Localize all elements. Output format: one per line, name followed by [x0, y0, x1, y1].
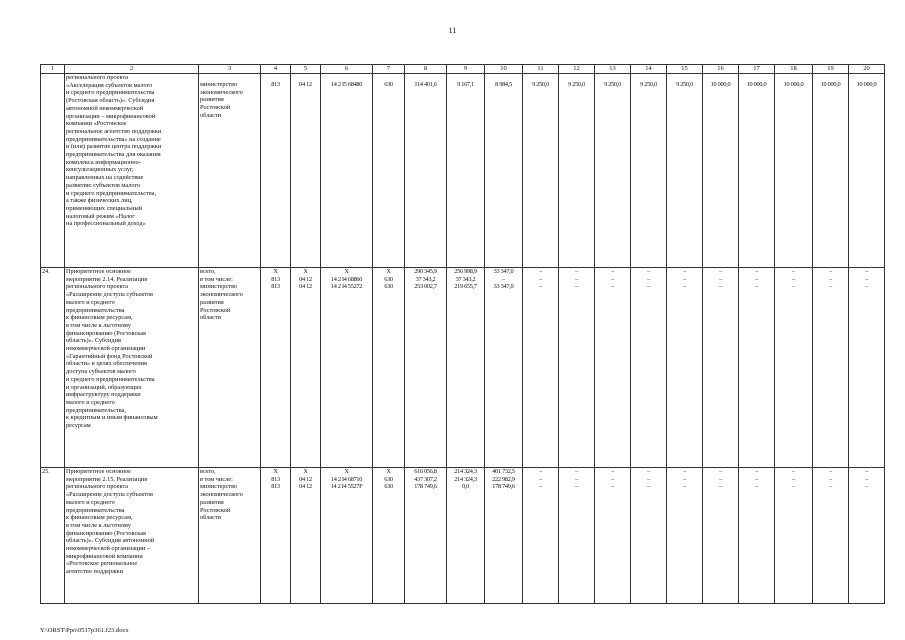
cell-line: 214 324,3 [454, 468, 477, 475]
cell-c13: 9 250,0 [595, 74, 631, 268]
cell-executor [199, 268, 261, 468]
cell-line: X [386, 468, 391, 475]
text-line: развития [200, 298, 224, 306]
cell-c18: 10 000,0 [775, 74, 813, 268]
cell-line: 37 343,2 [415, 275, 436, 283]
cell-line: – [539, 483, 542, 491]
cell-line: 04 12 [299, 283, 312, 291]
text-line: и организаций, образующих [66, 383, 142, 391]
cell-line: – [865, 468, 868, 475]
header-col-12: 12 [559, 65, 595, 74]
cell-line: – [755, 475, 758, 483]
cell-line: – [611, 483, 614, 491]
header-col-13: 13 [595, 65, 631, 74]
cell-line: – [647, 475, 650, 483]
header-col-6: 6 [321, 65, 373, 74]
cell-c4 [261, 468, 291, 604]
text-line: развитию субъектов малого [66, 181, 141, 189]
cell-c8 [405, 268, 447, 468]
cell-c17 [739, 468, 775, 604]
text-line: налоговый режим «Налог [66, 212, 135, 220]
cell-line: – [755, 268, 758, 275]
cell-c15 [667, 468, 703, 604]
cell-line: – [575, 475, 578, 483]
cell-line: 178 749,6 [492, 483, 515, 491]
text-line: региональное агентство поддержки [66, 127, 162, 135]
text-line: область)». Субсидия автономной [66, 537, 155, 545]
cell-c13 [595, 268, 631, 468]
header-col-11: 11 [523, 65, 559, 74]
cell-c6: 14 2 I5 68480 [321, 74, 373, 268]
text-line: экономического [200, 88, 243, 96]
cell-line: X [386, 268, 391, 275]
cell-line: – [865, 268, 868, 275]
cell-c13 [595, 468, 631, 604]
header-col-8: 8 [405, 65, 447, 74]
cell-c6 [321, 468, 373, 604]
budget-table [40, 64, 885, 604]
text-line: малого и среднего [66, 498, 115, 506]
cell-line: 33 347,0 [493, 268, 514, 275]
cell-line: 630 [384, 283, 393, 291]
cell-c6 [321, 268, 373, 468]
cell-line: – [719, 268, 722, 275]
file-path: Y:\ORST\Ppo\0517p361.f23.docx [40, 627, 129, 634]
text-line: регионального проекта [66, 483, 129, 491]
text-line: министерство [200, 283, 238, 291]
text-line: области [200, 314, 222, 322]
text-line: и среднего предпринимательства, [66, 189, 157, 197]
text-line: финансированию (Ростовская [66, 529, 146, 537]
cell-c18 [775, 468, 813, 604]
cell-line: – [792, 268, 795, 275]
cell-line: 14 2 I4 68860 [330, 275, 363, 283]
cell-line: – [539, 275, 542, 283]
text-line: автономной некоммерческой [66, 104, 144, 112]
cell-c20 [849, 468, 885, 604]
cell-line: – [647, 268, 650, 275]
header-col-20: 20 [849, 65, 885, 74]
cell-c5: 04 12 [291, 74, 321, 268]
cell-c7 [373, 468, 405, 604]
cell-c4 [261, 268, 291, 468]
cell-line: 33 347,0 [493, 283, 514, 291]
text-line: в том числе к льготному [66, 521, 132, 529]
text-line: область)». Субсидия [66, 337, 121, 345]
text-line: развития [200, 498, 224, 506]
cell-line: 37 343,2 [455, 275, 476, 283]
cell-line: – [575, 468, 578, 475]
cell-line: – [539, 475, 542, 483]
cell-line: 616 056,8 [414, 468, 437, 475]
cell-c4: 813 [261, 74, 291, 268]
cell-num: 25. [41, 468, 65, 604]
cell-line: 290 345,9 [414, 268, 437, 275]
header-col-18: 18 [775, 65, 813, 74]
text-line: агентство поддержки [66, 568, 123, 576]
cell-line: 437 307,2 [414, 475, 437, 483]
text-line: микрофинансовой компании [66, 552, 143, 560]
page-number: 11 [448, 26, 457, 35]
cell-line: – [792, 275, 795, 283]
cell-line: – [755, 468, 758, 475]
header-col-1: 1 [41, 65, 65, 74]
cell-line: – [829, 268, 832, 275]
cell-line: – [829, 475, 832, 483]
text-line: а также физических лиц, [66, 197, 133, 205]
cell-name [65, 268, 199, 468]
cell-executor [199, 74, 261, 268]
text-line: к кредитным и иным финансовым [66, 414, 158, 422]
cell-c9 [447, 468, 485, 604]
text-line: мероприятие 2.15. Реализация [66, 475, 148, 483]
text-line: к финансовым ресурсам, [66, 314, 133, 322]
text-line: министерство [200, 483, 238, 491]
cell-line: – [683, 283, 686, 291]
cell-line: – [647, 483, 650, 491]
cell-line: X [344, 468, 349, 475]
table-row-24 [41, 268, 885, 468]
cell-line: – [865, 283, 868, 291]
header-col-2: 2 [65, 65, 199, 74]
text-line: экономического [200, 291, 243, 299]
cell-line: – [719, 483, 722, 491]
cell-line: 0,0 [462, 483, 469, 491]
header-col-10: 10 [485, 65, 523, 74]
text-line: организации – микрофинансовой [66, 112, 156, 120]
text-line: мероприятие 2.14. Реализация [66, 275, 148, 283]
cell-line: 14 2 I4 5527F [330, 483, 363, 491]
cell-line: 630 [384, 275, 393, 283]
cell-c9 [447, 268, 485, 468]
cell-line: – [539, 268, 542, 275]
cell-line: – [792, 283, 795, 291]
cell-line: – [865, 475, 868, 483]
text-line: комплекса информационно- [66, 158, 141, 166]
text-line: доступа субъектов малого [66, 368, 136, 376]
cell-c8 [405, 468, 447, 604]
cell-line: 04 12 [299, 483, 312, 491]
cell-c9: 9 167,1 [447, 74, 485, 268]
header-col-5: 5 [291, 65, 321, 74]
cell-c19 [813, 268, 849, 468]
cell-c17 [739, 268, 775, 468]
cell-line: – [865, 483, 868, 491]
cell-c20 [849, 268, 885, 468]
cell-line: X [273, 468, 278, 475]
cell-c14 [631, 268, 667, 468]
cell-line: 04 12 [299, 475, 312, 483]
cell-c7: 630 [373, 74, 405, 268]
cell-line: 222 982,9 [492, 475, 515, 483]
cell-c16: 10 000,0 [703, 74, 739, 268]
header-col-4: 4 [261, 65, 291, 74]
cell-line: – [683, 275, 686, 283]
cell-line: – [829, 275, 832, 283]
text-line: направленных на содействие [66, 174, 144, 182]
cell-line: – [539, 283, 542, 291]
header-col-16: 16 [703, 65, 739, 74]
cell-c17: 10 000,0 [739, 74, 775, 268]
text-line: и среднего предпринимательства [66, 375, 155, 383]
cell-line: – [792, 475, 795, 483]
cell-line: 214 324,3 [454, 475, 477, 483]
text-line: к финансовым ресурсам, [66, 514, 133, 522]
cell-c19: 10 000,0 [813, 74, 849, 268]
text-line: Ростовской [200, 306, 231, 314]
cell-c16 [703, 268, 739, 468]
text-line: регионального проекта [66, 74, 129, 81]
header-col-14: 14 [631, 65, 667, 74]
cell-line: – [829, 283, 832, 291]
text-line: Приоритетное основное [66, 468, 131, 475]
cell-line: – [719, 468, 722, 475]
cell-line: всего, [200, 268, 216, 275]
text-line: (Ростовская область)». Субсидия [66, 97, 155, 105]
cell-line: – [611, 283, 614, 291]
cell-c12: 9 250,0 [559, 74, 595, 268]
cell-line: – [647, 283, 650, 291]
table-row-prev [41, 74, 885, 268]
cell-c20: 10 000,0 [849, 74, 885, 268]
text-line: предпринимательства» на создание [66, 135, 161, 143]
cell-line: – [829, 468, 832, 475]
cell-c10 [485, 268, 523, 468]
cell-line: – [755, 483, 758, 491]
cell-c16 [703, 468, 739, 604]
text-line: области» в целях обеспечения [66, 360, 147, 368]
text-line: малого и среднего [66, 398, 115, 406]
text-line: и (или) развитие центра поддержки [66, 143, 162, 151]
cell-line: – [683, 475, 686, 483]
cell-c19 [813, 468, 849, 604]
cell-line: – [683, 468, 686, 475]
header-col-17: 17 [739, 65, 775, 74]
cell-num [41, 74, 65, 268]
cell-line: – [575, 268, 578, 275]
cell-line: 219 655,7 [454, 283, 477, 291]
text-line: инфраструктуру поддержки [66, 391, 141, 399]
text-line: применяющих специальный [66, 204, 143, 212]
text-line: предпринимательства для оказания [66, 151, 161, 159]
cell-c18 [775, 268, 813, 468]
header-col-15: 15 [667, 65, 703, 74]
cell-line: X [303, 268, 308, 275]
cell-c12 [559, 468, 595, 604]
cell-line: – [792, 483, 795, 491]
cell-c5 [291, 268, 321, 468]
cell-line: – [575, 275, 578, 283]
text-line: Ростовской [200, 104, 231, 112]
cell-c10 [485, 468, 523, 604]
cell-line: 14 2 I4 68710 [330, 475, 363, 483]
text-line: Ростовской [200, 506, 231, 514]
text-line: регионального проекта [66, 283, 129, 291]
cell-c14: 9 250,0 [631, 74, 667, 268]
cell-line: в том числе: [200, 275, 233, 283]
text-line: «Расширение доступа субъектов [66, 291, 154, 299]
cell-line: – [792, 468, 795, 475]
cell-line: всего, [200, 468, 216, 475]
cell-line: – [755, 275, 758, 283]
text-line: экономического [200, 491, 243, 499]
table-row-25 [41, 468, 885, 604]
cell-line: – [611, 475, 614, 483]
text-line: области [200, 111, 222, 119]
cell-c14 [631, 468, 667, 604]
text-line: и среднего предпринимательства [66, 89, 155, 97]
cell-line: X [273, 268, 278, 275]
cell-c11 [523, 268, 559, 468]
cell-line: X [303, 468, 308, 475]
cell-line: 813 [271, 275, 280, 283]
cell-line: 813 [271, 475, 280, 483]
cell-executor [199, 468, 261, 604]
cell-line: 253 002,7 [414, 283, 437, 291]
text-line: «Гарантийный фонд Ростовской [66, 352, 153, 360]
cell-line: 178 749,6 [414, 483, 437, 491]
cell-line: – [829, 483, 832, 491]
text-line: на профессиональный доход» [66, 220, 146, 228]
cell-c11 [523, 468, 559, 604]
cell-line: – [755, 283, 758, 291]
cell-line: – [575, 483, 578, 491]
header-col-7: 7 [373, 65, 405, 74]
text-line: Приоритетное основное [66, 268, 131, 275]
text-line: «Акселерация субъектов малого [66, 81, 153, 89]
text-line: «Ростовское региональное [66, 560, 138, 568]
text-line: некоммерческой организации – [66, 545, 150, 553]
cell-line: – [865, 275, 868, 283]
text-line: консультационных услуг, [66, 166, 134, 174]
cell-line: – [719, 283, 722, 291]
header-col-3: 3 [199, 65, 261, 74]
header-row [41, 65, 885, 74]
cell-num: 24. [41, 268, 65, 468]
cell-line: X [344, 268, 349, 275]
cell-line: 813 [271, 283, 280, 291]
cell-c8: 114 401,6 [405, 74, 447, 268]
text-line: финансированию (Ростовская [66, 329, 146, 337]
cell-line: 630 [384, 475, 393, 483]
cell-line: – [611, 275, 614, 283]
text-line: области [200, 514, 222, 522]
text-line: в том числе к льготному [66, 321, 132, 329]
cell-line: – [502, 275, 505, 283]
text-line: предпринимательства, [66, 406, 127, 414]
cell-line: – [719, 475, 722, 483]
text-line: «Расширение доступа субъектов [66, 491, 154, 499]
text-line: ресурсам [66, 422, 91, 430]
cell-c7 [373, 268, 405, 468]
cell-line: 256 998,9 [454, 268, 477, 275]
cell-line: – [611, 268, 614, 275]
text-line: предпринимательства [66, 506, 125, 514]
text-line: развития [200, 96, 224, 104]
text-line: компании «Ростовское [66, 120, 127, 128]
cell-line: – [719, 275, 722, 283]
cell-c15 [667, 268, 703, 468]
cell-line: 813 [271, 483, 280, 491]
cell-c15: 9 250,0 [667, 74, 703, 268]
cell-name [65, 74, 199, 268]
cell-name [65, 468, 199, 604]
cell-line: – [575, 283, 578, 291]
cell-c5 [291, 468, 321, 604]
cell-line: – [647, 275, 650, 283]
cell-line: 630 [384, 483, 393, 491]
cell-line: – [683, 268, 686, 275]
text-line: министерство [200, 81, 238, 88]
cell-line: 401 732,5 [492, 468, 515, 475]
cell-line: в том числе: [200, 475, 233, 483]
cell-c10: 8 984,5 [485, 74, 523, 268]
cell-line: 04 12 [299, 275, 312, 283]
header-col-19: 19 [813, 65, 849, 74]
cell-c12 [559, 268, 595, 468]
cell-line: – [683, 483, 686, 491]
cell-line: – [539, 468, 542, 475]
cell-line: – [611, 468, 614, 475]
cell-line: 14 2 I4 55272 [330, 283, 363, 291]
cell-line: – [647, 468, 650, 475]
cell-c11: 9 250,0 [523, 74, 559, 268]
text-line: малого и среднего [66, 298, 115, 306]
header-col-9: 9 [447, 65, 485, 74]
text-line: некоммерческой организации [66, 345, 146, 353]
text-line: предпринимательства [66, 306, 125, 314]
